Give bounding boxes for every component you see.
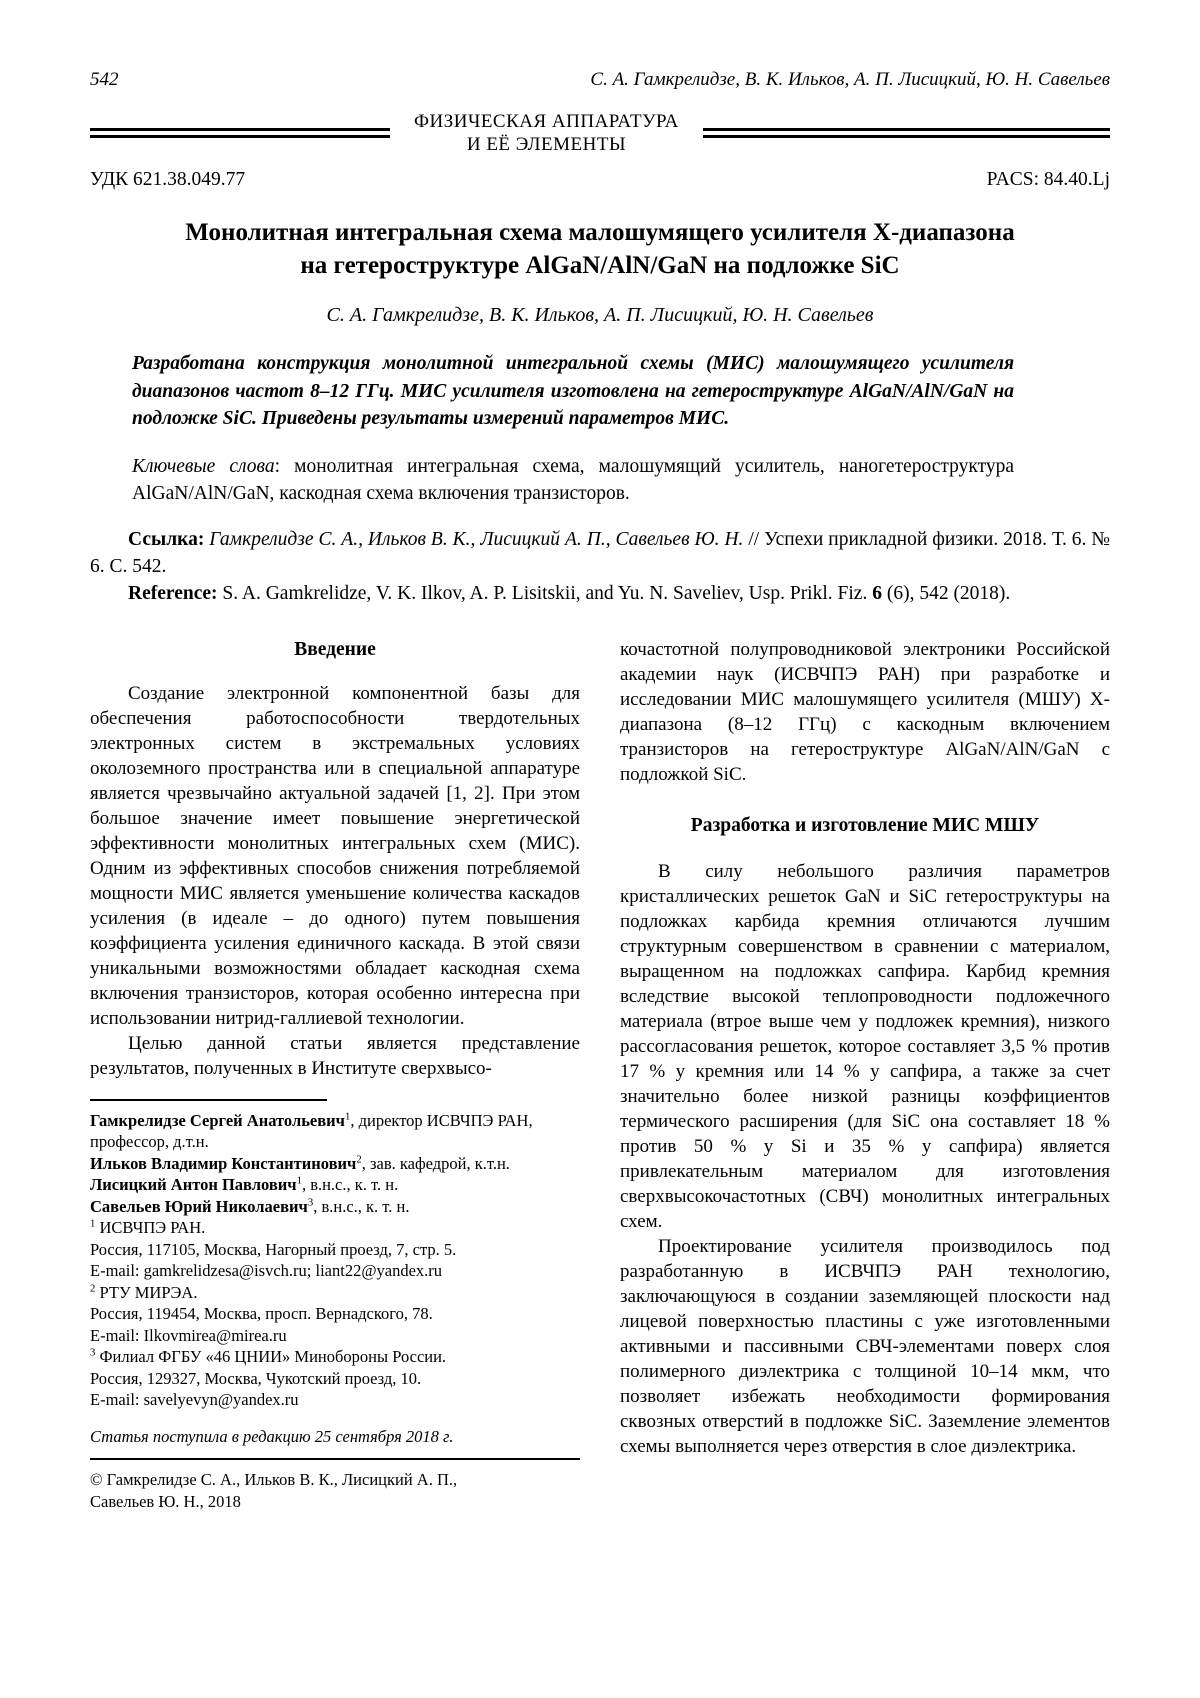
intro-heading: Введение bbox=[294, 638, 376, 660]
copyright-separator-rule bbox=[90, 1458, 580, 1460]
footnote-author-role: , в.н.с., к. т. н. bbox=[313, 1196, 410, 1216]
affiliation-1-address: Россия, 117105, Москва, Нагорный проезд, 7, стр. 5. bbox=[90, 1239, 457, 1259]
footnote-superscript: 3 bbox=[307, 1196, 314, 1208]
intro-paragraph-1: Создание электронной компонентной базы для обеспечения работоспособности твердотельных электронных систем в экстремальных условиях околоземного пространства или в специальной аппаратуре является чрезвычайно актуальной задачей [1, 2]. При этом большое значение имеет повышение энергетической эффективности монолитных интегральных схем (МИС). Одним из эффективных способов снижения потребляемой мощности МИС является уменьшение количества каскадов усиления (в идеале – до одного) путем повышения коэффициента усиления единичного каскада. В этой связи уникальными возможностями обладает каскодная схема включения транзисторов, которая особенно интересна при использовании нитрид-галлиевой технологии. bbox=[90, 682, 580, 1029]
right-column bbox=[620, 637, 1110, 1513]
section-banner bbox=[90, 110, 1110, 156]
citation-label: Ссылка: bbox=[128, 528, 205, 550]
development-paragraph-1: В силу небольшого различия параметров кристаллических решеток GaN и SiC гетероструктуры на подложках карбида кремния отличаются лучшим структурным совершенством в сравнении с материалом, выращенном на подложках сапфира. Карбид кремния вследствие высокой теплопроводности подложечного материала (втрое выше чем у подложек кремния), низкого рассогласования решеток, которое составляет 3,5 % против 17 % у кремния или 14 % у сапфира, а также за счет значительно более низкой разницы коэффициентов термического расширения (для SiC она составляет 18 % против 50 % у Si и 35 % у сапфира) является привлекательным материалом для изготовления сверхвысокочастотных (СВЧ) монолитных интегральных схем. bbox=[620, 860, 1110, 1232]
footnote-author-name: Лисицкий Антон Павлович bbox=[90, 1175, 297, 1194]
running-head bbox=[90, 70, 1110, 90]
banner-line-2: И ЕЁ ЭЛЕМЕНТЫ bbox=[466, 134, 627, 155]
abstract: Разработана конструкция монолитной интегральной схемы (МИС) малошумящего усилителя диапазонов частот 8–12 ГГц. МИС усилителя изготовлена на гетероструктуре AlGaN/AlN/GaN на подложке SiC. Приведены результаты измерений параметров МИС. bbox=[132, 353, 1014, 429]
citation-authors: Гамкрелидзе С. А., Ильков В. К., Лисицкий А. П., Савельев Ю. Н. bbox=[204, 528, 749, 550]
affiliation-3-address: Россия, 129327, Москва, Чукотский проезд, 10. bbox=[90, 1368, 422, 1388]
development-paragraph-2: Проектирование усилителя производилось под разработанную в ИСВЧПЭ РАН технологию, заключающуюся в создании заземляющей плоскости над лицевой поверхностью пластины с уже изготовленными активными и пассивными СВЧ-элементами поверх слоя полимерного диэлектрика с толщиной 10–14 мкм, что позволяет избежать необходимости формирования сквозных отверстий в подложке SiC. Заземление элементов схемы выполняется через отверстия в слое диэлектрика. bbox=[620, 1235, 1110, 1457]
left-column bbox=[90, 637, 580, 1513]
reference-volume: 6 bbox=[872, 582, 882, 604]
development-heading: Разработка и изготовление МИС МШУ bbox=[690, 814, 1040, 836]
author-footnotes bbox=[90, 1099, 580, 1513]
banner-title bbox=[390, 110, 703, 156]
footnote-author-3 bbox=[90, 1174, 580, 1196]
received-date: Статья поступила в редакцию 25 сентября 2018 г. bbox=[90, 1426, 454, 1446]
footnote-author-name: Ильков Владимир Константинович bbox=[90, 1153, 357, 1173]
two-column-body bbox=[90, 637, 1110, 1513]
copyright-line-2: Савельев Ю. Н., 2018 bbox=[90, 1491, 241, 1511]
copyright-line-1: © Гамкрелидзе С. А., Ильков В. К., Лисицкий А. П., bbox=[90, 1470, 458, 1489]
reference-rest: (6), 542 (2018). bbox=[881, 582, 1011, 604]
page-number: 542 bbox=[90, 69, 119, 90]
running-head-authors: С. А. Гамкрелидзе, В. К. Ильков, А. П. Лисицкий, Ю. Н. Савельев bbox=[590, 69, 1110, 90]
citation-russian bbox=[90, 526, 1110, 580]
footnote-superscript: 2 bbox=[356, 1153, 362, 1165]
keywords-text: : монолитная интегральная схема, малошумящий усилитель, наногетероструктура AlGaN/AlN/GaN, каскодная схема включения транзисторов. bbox=[132, 455, 1014, 504]
copyright-notice bbox=[90, 1469, 580, 1512]
banner-line-1: ФИЗИЧЕСКАЯ АППАРАТУРА bbox=[414, 111, 679, 132]
keywords bbox=[132, 453, 1014, 508]
citation-english bbox=[90, 580, 1110, 607]
footnote-author-name: Савельев Юрий Николаевич bbox=[90, 1196, 308, 1216]
affiliation-institution: РТУ МИРЭА. bbox=[95, 1282, 198, 1302]
affiliation-2-address: Россия, 119454, Москва, просп. Вернадского, 78. bbox=[90, 1304, 433, 1323]
banner-double-rule-left bbox=[90, 128, 390, 138]
reference-text: S. A. Gamkrelidze, V. K. Ilkov, A. P. Lisitskii, and Yu. N. Saveliev, Usp. Prikl. Fiz. bbox=[217, 582, 873, 604]
footnote-superscript: 1 bbox=[344, 1110, 351, 1122]
codes-row bbox=[90, 168, 1110, 192]
footnote-author-1 bbox=[90, 1110, 580, 1153]
banner-double-rule-right bbox=[703, 128, 1110, 138]
citation-rest: // Успехи прикладной физики. 2018. Т. 6. № 6. С. 542. bbox=[90, 528, 1110, 577]
footnote-separator-rule bbox=[90, 1099, 327, 1101]
affiliation-institution: ИСВЧПЭ РАН. bbox=[95, 1218, 206, 1237]
keywords-label: Ключевые слова bbox=[132, 455, 275, 477]
reference-label: Reference: bbox=[128, 582, 218, 604]
intro-paragraph-2: Целью данной статьи является представление результатов, полученных в Институте сверхвысо- bbox=[90, 1032, 580, 1079]
affiliation-2-name bbox=[90, 1282, 580, 1304]
affiliation-superscript: 3 bbox=[90, 1346, 96, 1359]
affiliation-2-email: E-mail: Ilkovmirea@mirea.ru bbox=[90, 1325, 287, 1345]
article-title-line-2: на гетероструктуре AlGaN/AlN/GaN на подложке SiC bbox=[300, 252, 900, 279]
footnote-author-role: , директор ИСВЧПЭ РАН, профессор, д.т.н. bbox=[90, 1110, 533, 1151]
pacs-code: PACS: 84.40.Lj bbox=[986, 169, 1110, 190]
article-title-line-1: Монолитная интегральная схема малошумящего усилителя X-диапазона bbox=[185, 219, 1015, 246]
article-authors: С. А. Гамкрелидзе, В. К. Ильков, А. П. Лисицкий, Ю. Н. Савельев bbox=[326, 304, 874, 326]
affiliation-superscript: 2 bbox=[90, 1282, 96, 1294]
udk-code: УДК 621.38.049.77 bbox=[90, 169, 246, 190]
affiliation-superscript: 1 bbox=[90, 1217, 96, 1230]
footnote-author-4 bbox=[90, 1196, 580, 1218]
footnote-author-role: , зав. кафедрой, к.т.н. bbox=[361, 1153, 510, 1173]
footnote-superscript: 1 bbox=[296, 1174, 302, 1187]
footnote-author-name: Гамкрелидзе Сергей Анатольевич bbox=[90, 1110, 345, 1130]
affiliation-1-email: E-mail: gamkrelidzesa@isvch.ru; liant22@yandex.ru bbox=[90, 1261, 443, 1280]
footnote-author-role: , в.н.с., к. т. н. bbox=[301, 1175, 399, 1194]
affiliation-institution: Филиал ФГБУ «46 ЦНИИ» Минобороны России. bbox=[95, 1347, 447, 1366]
intro-continuation-paragraph: кочастотной полупроводниковой электроники Российской академии наук (ИСВЧПЭ РАН) при разработке и исследовании МИС малошумящего усилителя (МШУ) X-диапазона (8–12 ГГц) с каскодным включением транзисторов на гетероструктуре AlGaN/AlN/GaN с подложкой SiC. bbox=[620, 638, 1110, 785]
affiliation-1-name bbox=[90, 1217, 580, 1239]
affiliation-3-email: E-mail: savelyevyn@yandex.ru bbox=[90, 1390, 299, 1409]
affiliation-3-name bbox=[90, 1346, 580, 1368]
article-title bbox=[90, 216, 1110, 282]
footnote-author-2 bbox=[90, 1153, 580, 1175]
